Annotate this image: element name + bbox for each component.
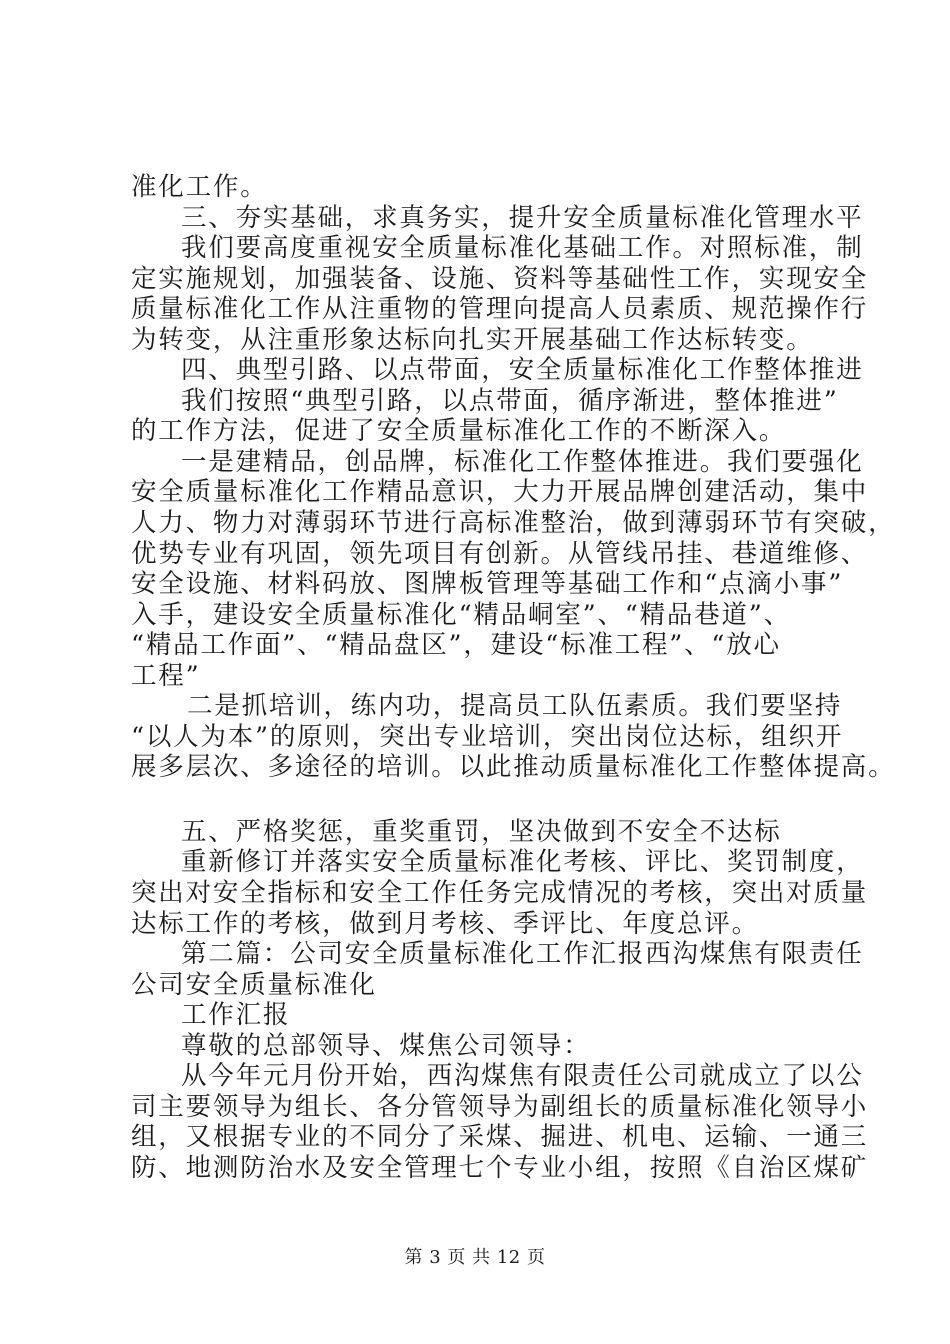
paragraph-line: 防、地测防治水及安全管理七个专业小组，按照《自治区煤矿 [131,1152,869,1183]
section-heading-5: 五、严格奖惩，重奖重罚，坚决做到不安全不达标 [181,816,782,847]
section-heading-4: 四、典型引路、以点带面，安全质量标准化工作整体推进 [181,355,864,386]
paragraph-gap [131,783,831,817]
paragraph-line: 质量标准化工作从注重物的管理向提高人员素质、规范操作行 [131,294,869,325]
document-body [131,172,896,1184]
salutation: 尊敬的总部领导、煤焦公司领导： [181,1030,591,1061]
paragraph-line: 人力、物力对薄弱环节进行高标准整治，做到薄弱环节有突破， [131,508,896,539]
paragraph-line: 安全设施、材料码放、图牌板管理等基础工作和“点滴小事” [131,569,844,600]
report-title: 工作汇报 [181,1000,291,1031]
paragraph-line: 定实施规划，加强装备、设施、资料等基础性工作，实现安全 [131,263,869,294]
paragraph-line: 突出对安全指标和安全工作任务完成情况的考核，突出对质量 [131,878,869,909]
paragraph-line: “以人为本”的原则，突出专业培训，突出岗位达标，组织开 [131,721,844,752]
paragraph-line: 工程” [131,660,201,691]
section-heading-3: 三、夯实基础，求真务实，提升安全质量标准化管理水平 [181,202,864,233]
paragraph-line: 的工作方法，促进了安全质量标准化工作的不断深入。 [131,416,787,447]
paragraph-line: 从今年元月份开始，西沟煤焦有限责任公司就成立了以公 [181,1061,864,1092]
paragraph-line: 入手，建设安全质量标准化“精品峒室”、“精品巷道”、 [131,599,791,630]
paragraph-line: 达标工作的考核，做到月考核、季评比、年度总评。 [131,908,759,939]
paragraph-line: 一是建精品，创品牌，标准化工作整体推进。我们要强化 [181,446,864,477]
paragraph-line: 司主要领导为组长、各分管领导为副组长的质量标准化领导小 [131,1091,869,1122]
paragraph-line: 展多层次、多途径的培训。以此推动质量标准化工作整体提高。 [131,752,896,783]
paragraph-line: “精品工作面”、“精品盘区”，建设“标准工程”、“放心 [131,630,781,661]
paragraph-line: 优势专业有巩固，领先项目有创新。从管线吊挂、巷道维修、 [131,538,869,569]
paragraph-line: 安全质量标准化工作精品意识，大力开展品牌创建活动，集中 [131,477,869,508]
paragraph-line: 二是抓培训，练内功，提高员工队伍素质。我们要坚持 [187,691,843,722]
paragraph-line: 为转变，从注重形象达标向扎实开展基础工作达标转变。 [131,324,814,355]
paragraph-line: 我们按照“典型引路，以点带面，循序渐进，整体推进” [181,385,839,416]
paragraph-line: 重新修订并落实安全质量标准化考核、评比、奖罚制度， [181,847,864,878]
page-number: 第 3 页 共 12 页 [404,1247,546,1268]
chapter-title: 公司安全质量标准化 [131,969,377,1000]
chapter-title: 第二篇：公司安全质量标准化工作汇报西沟煤焦有限责任 [181,939,864,970]
paragraph-line: 我们要高度重视安全质量标准化基础工作。对照标准，制 [181,233,864,264]
paragraph-line: 组，又根据专业的不同分了采煤、掘进、机电、运输、一通三 [131,1122,869,1153]
paragraph-line: 准化工作。 [131,172,268,202]
